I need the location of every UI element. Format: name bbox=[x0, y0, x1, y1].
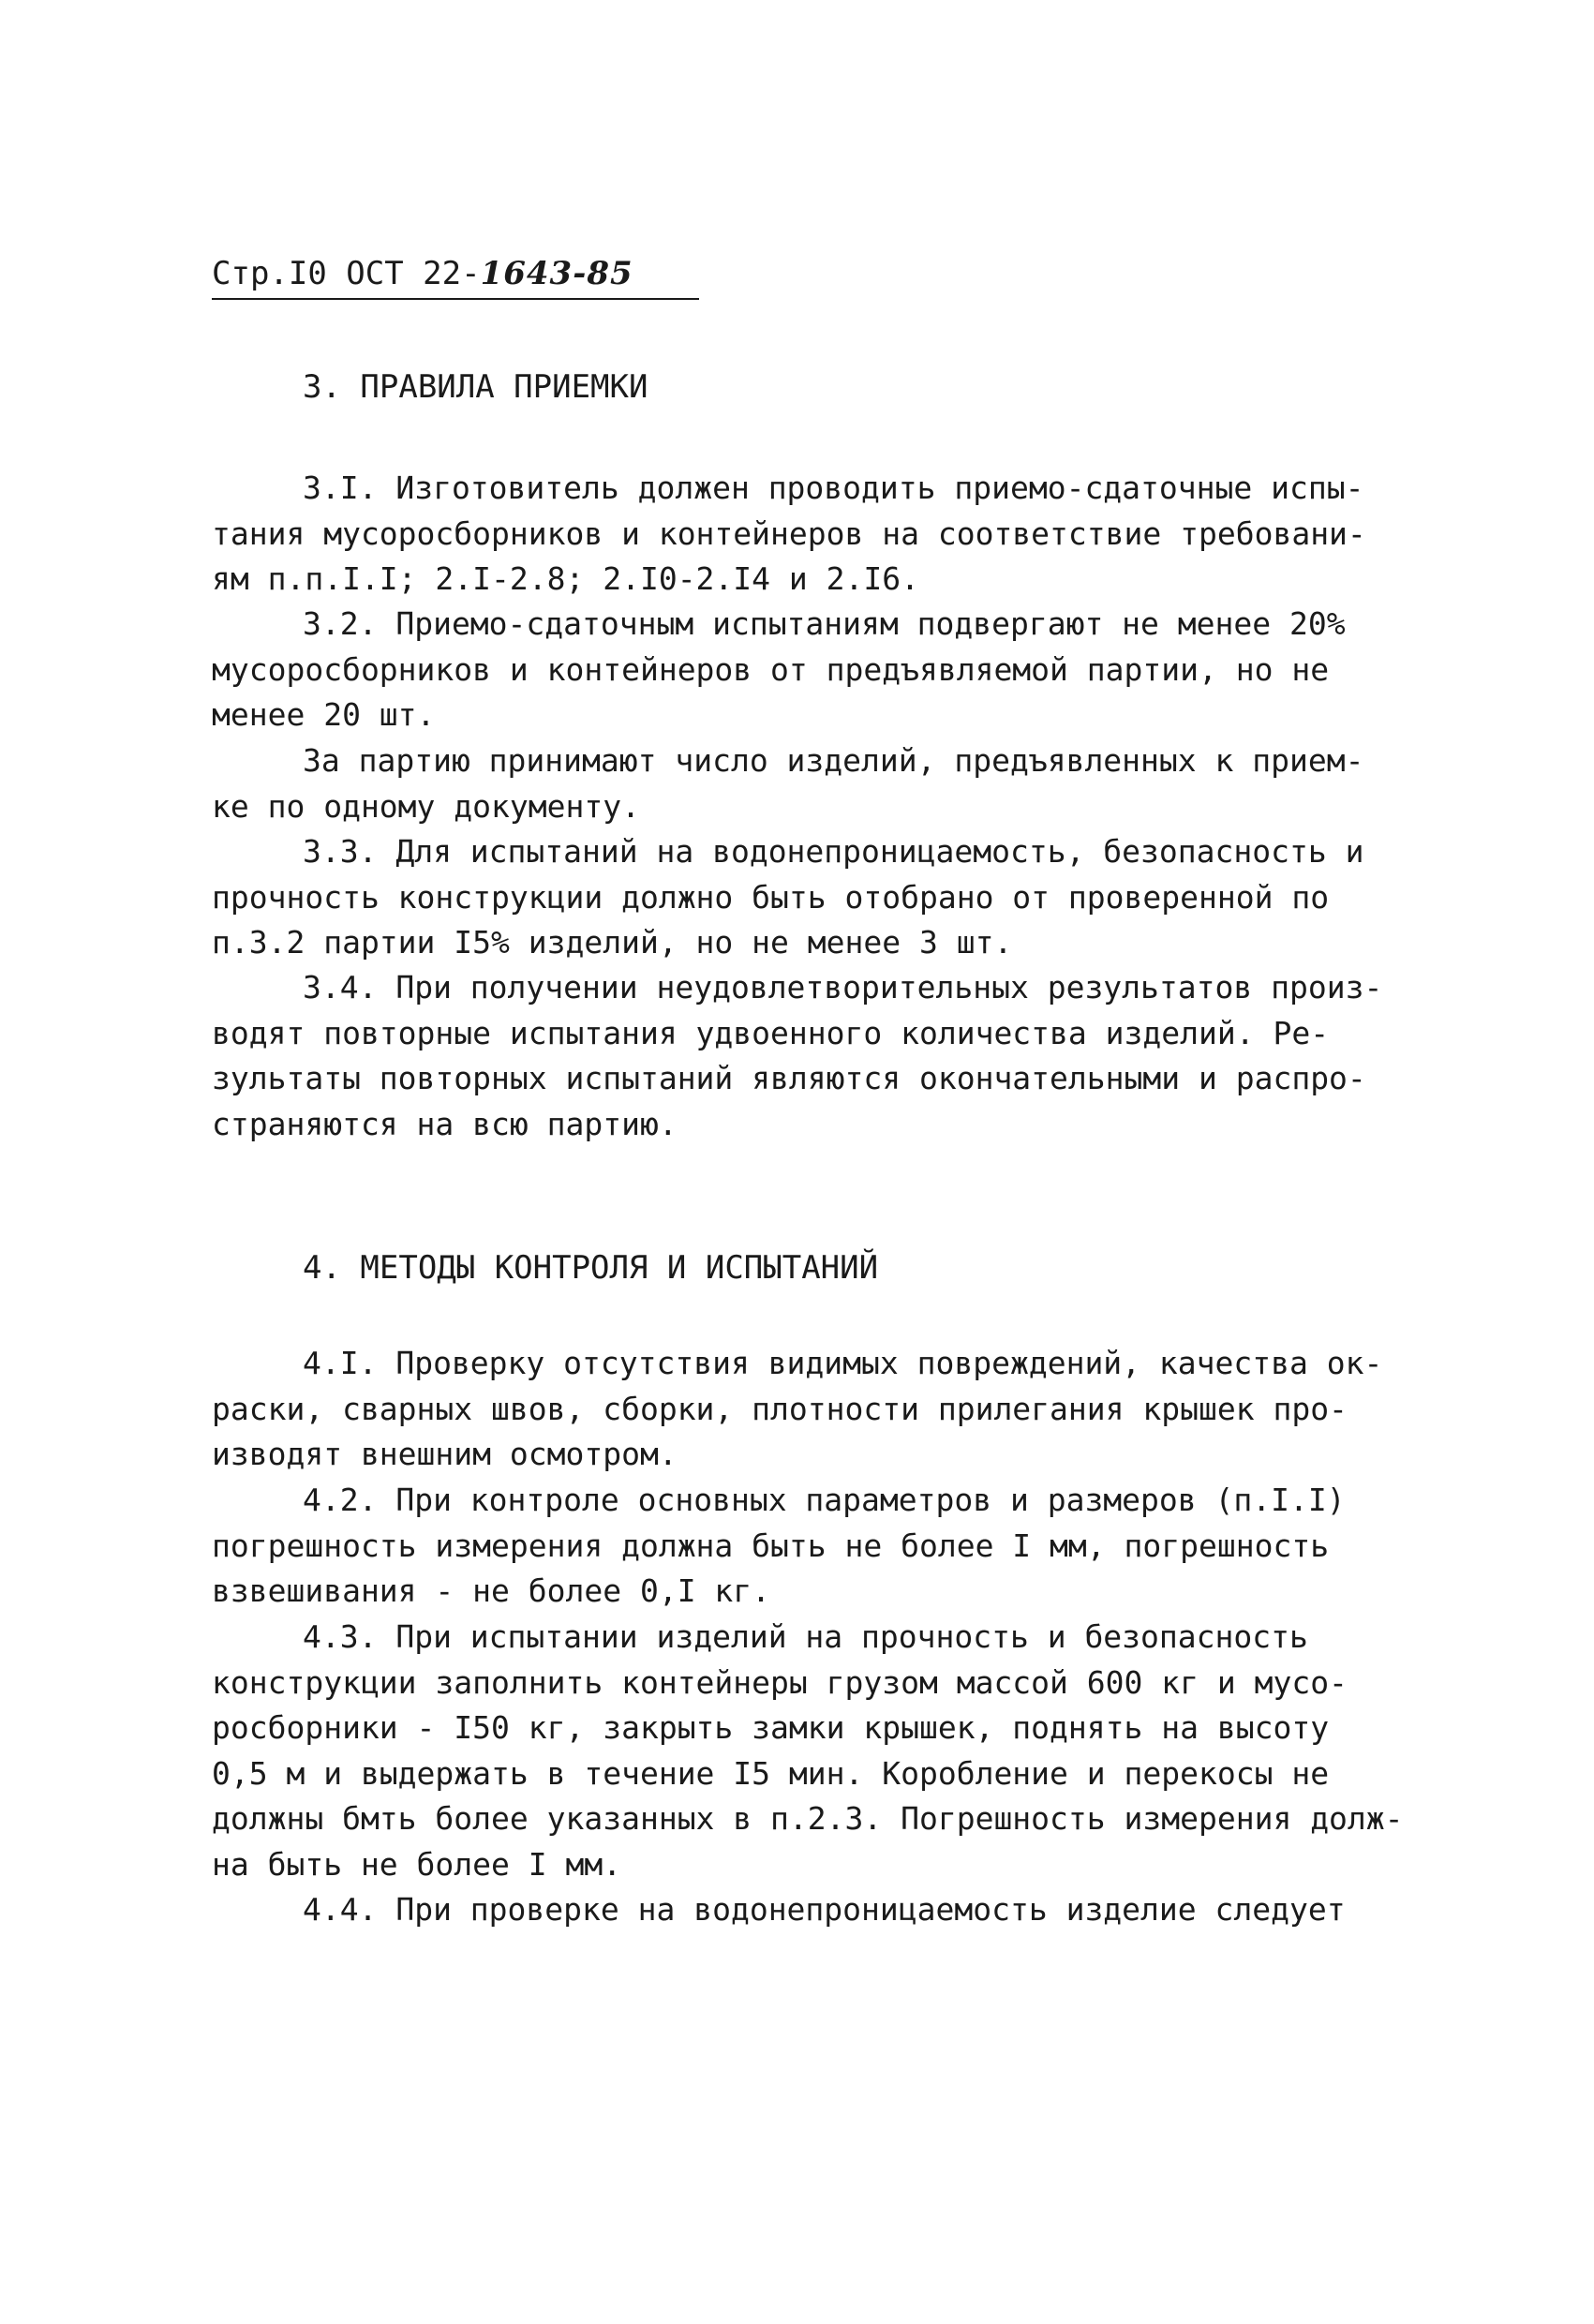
text-line: погрешность измерения должна быть не более I мм, погрешность bbox=[212, 1527, 1330, 1564]
text-line: ям п.п.I.I; 2.I-2.8; 2.I0-2.I4 и 2.I6. bbox=[212, 560, 919, 597]
paragraph-4-3 bbox=[212, 1615, 1404, 1887]
paragraph-3-1 bbox=[212, 466, 1383, 603]
text-line: водят повторные испытания удвоенного количества изделий. Ре- bbox=[212, 1014, 1330, 1051]
text-line: 0,5 м и выдержать в течение I5 мин. Коробление и перекосы не bbox=[212, 1754, 1330, 1792]
text-line: 3.4. При получении неудовлетворительных результатов произ- bbox=[303, 969, 1383, 1006]
section-3-title: 3. ПРАВИЛА ПРИЕМКИ bbox=[303, 368, 648, 406]
text-line: 3.3. Для испытаний на водонепроницаемость, безопасность и bbox=[303, 833, 1364, 870]
text-line: менее 20 шт. bbox=[212, 696, 436, 733]
text-line: мусоросборников и контейнеров от предъявляемой партии, но не bbox=[212, 650, 1330, 688]
text-line: 4.3. При испытании изделий на прочность и безопасность bbox=[303, 1618, 1308, 1655]
text-line: За партию принимают число изделий, предъявленных к прием- bbox=[303, 742, 1364, 779]
section-4-title: 4. МЕТОДЫ КОНТРОЛЯ И ИСПЫТАНИЙ bbox=[303, 1249, 879, 1287]
text-line: 3.2. Приемо-сдаточным испытаниям подвергают не менее 20% bbox=[303, 605, 1346, 642]
text-line: зультаты повторных испытаний являются окончательными и распро- bbox=[212, 1060, 1366, 1096]
page-header bbox=[212, 255, 699, 302]
paragraph-3-2 bbox=[212, 602, 1383, 738]
paragraph-4-2 bbox=[212, 1478, 1383, 1615]
paragraph-3-4 bbox=[212, 965, 1383, 1147]
text-line: раски, сварных швов, сборки, плотности прилегания крышек про- bbox=[212, 1390, 1348, 1427]
text-line: тания мусоросборников и контейнеров на соответствие требовани- bbox=[212, 514, 1366, 552]
paragraph-4-1 bbox=[212, 1341, 1383, 1478]
text-line: 4.I. Проверку отсутствия видимых повреждений, качества ок- bbox=[303, 1345, 1383, 1381]
text-line: п.3.2 партии I5% изделий, но не менее 3 шт. bbox=[212, 924, 1013, 961]
text-line: 3.I. Изготовитель должен проводить приемо-сдаточные испы- bbox=[303, 469, 1364, 506]
standard-number-handwritten: 1643-85 bbox=[480, 255, 633, 292]
header-underline bbox=[212, 298, 699, 300]
text-line: 4.4. При проверке на водонепроницаемость изделие следует bbox=[303, 1891, 1346, 1928]
paragraph-3-2-lot bbox=[212, 738, 1383, 829]
text-line: росборники - I50 кг, закрыть замки крышек, поднять на высоту bbox=[212, 1709, 1330, 1746]
page-header-label: Стр.I0 ОСТ 22- bbox=[212, 255, 481, 292]
paragraph-3-3 bbox=[212, 829, 1383, 966]
text-line: на быть не более I мм. bbox=[212, 1845, 622, 1883]
text-line: 4.2. При контроле основных параметров и размеров (п.I.I) bbox=[303, 1482, 1346, 1518]
text-line: взвешивания - не более 0,I кг. bbox=[212, 1572, 771, 1609]
text-line: конструкции заполнить контейнеры грузом массой 600 кг и мусо- bbox=[212, 1663, 1348, 1701]
text-line: изводят внешним осмотром. bbox=[212, 1436, 678, 1472]
text-line: прочность конструкции должно быть отобрано от проверенной по bbox=[212, 878, 1330, 916]
text-line: ке по одному документу. bbox=[212, 787, 640, 825]
text-line: должны бмть более указанных в п.2.3. Погрешность измерения долж- bbox=[212, 1800, 1404, 1837]
text-line: страняются на всю партию. bbox=[212, 1105, 678, 1142]
paragraph-4-4 bbox=[212, 1887, 1383, 1933]
